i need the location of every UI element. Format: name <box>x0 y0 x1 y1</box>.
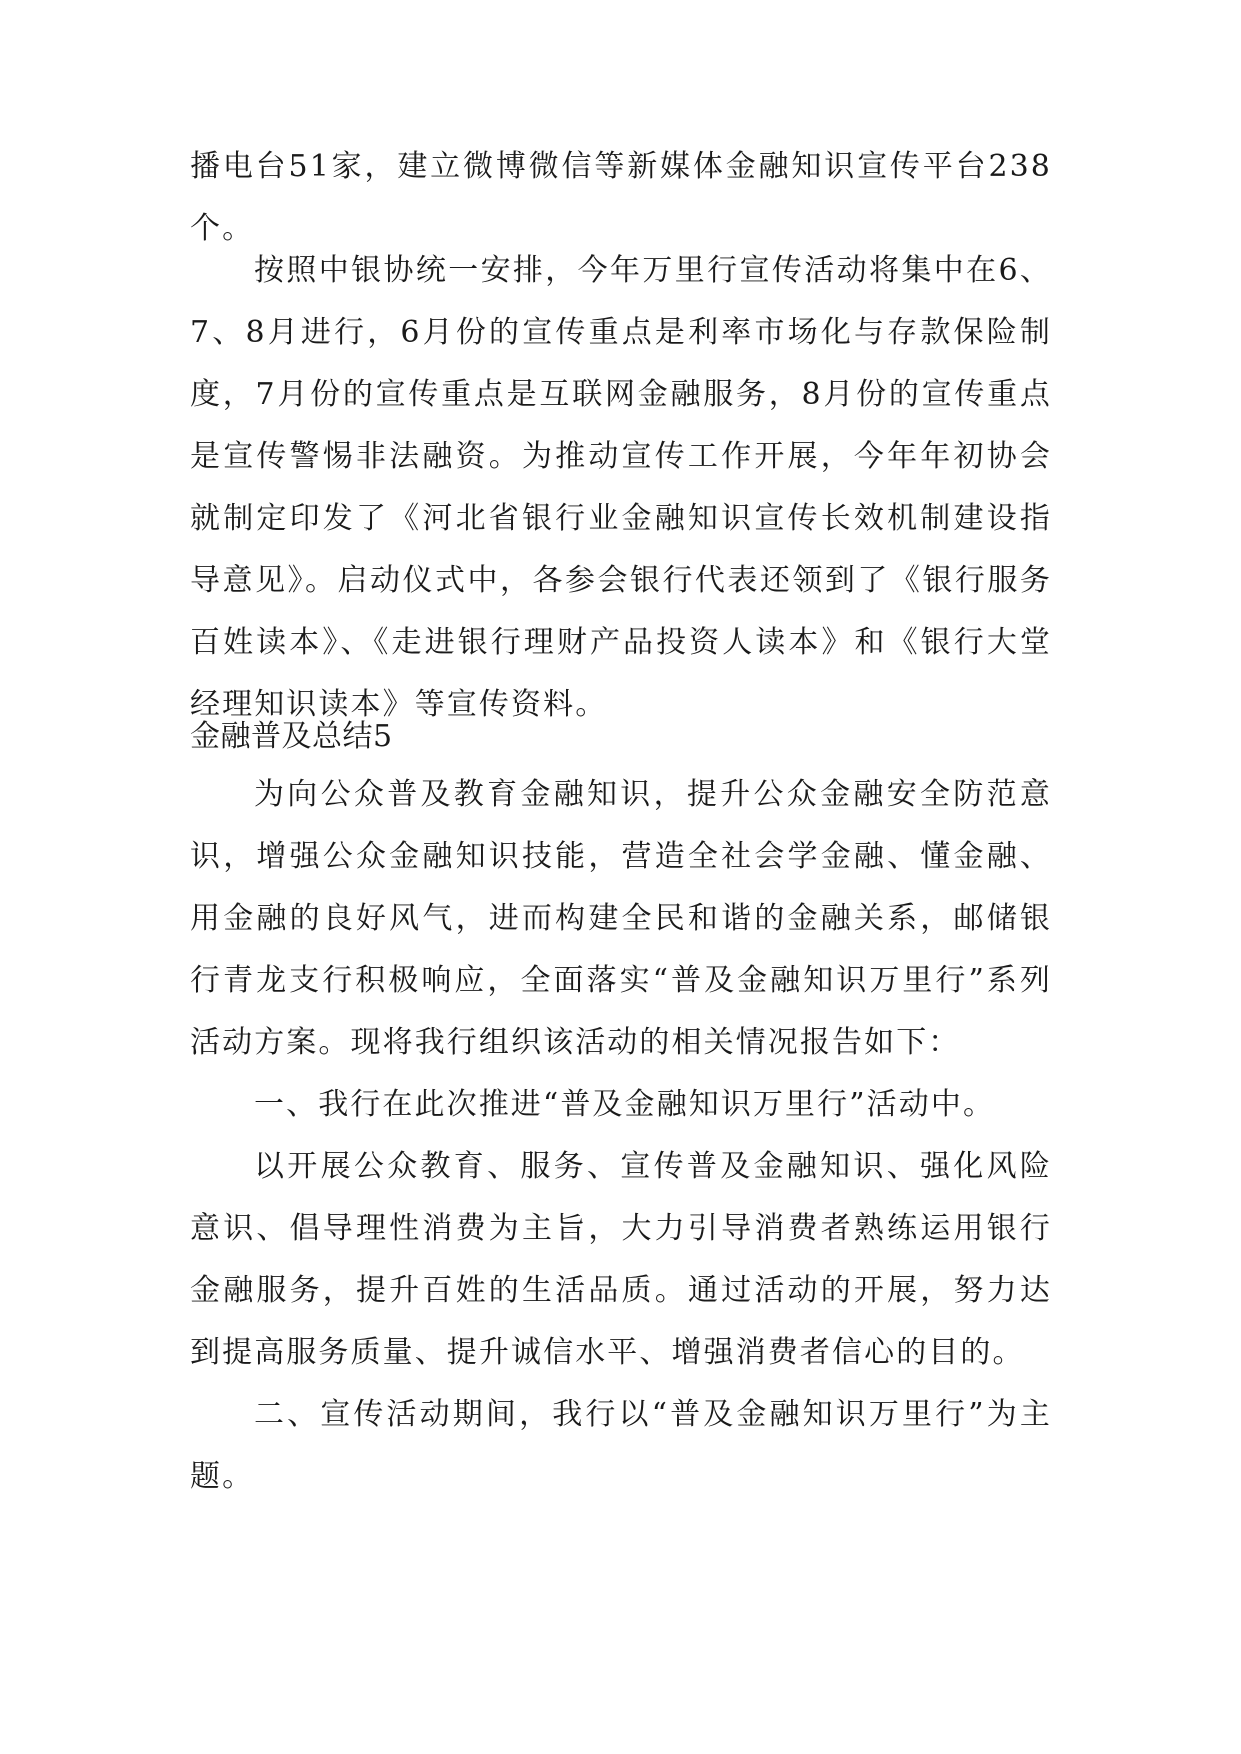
paragraph-item-two: 二、宣传活动期间，我行以“普及金融知识万里行”为主题。 <box>190 1397 1052 1494</box>
paragraph-intro: 为向公众普及教育金融知识，提升公众金融安全防范意识，增强公众金融知识技能，营造全社会学金融、懂金融、用金融的良好风气，进而构建全民和谐的金融关系，邮储银行青龙支行积极响应，全面落实“普及金融知识万里行”系列活动方案。现将我行组织该活动的相关情况报告如下： <box>190 777 1052 1060</box>
paragraph-campaign-schedule: 按照中银协统一安排，今年万里行宣传活动将集中在6、7、8月进行，6月份的宣传重点是利率市场化与存款保险制度，7月份的宣传重点是互联网金融服务，8月份的宣传重点是宣传警惕非法融资。为推动宣传工作开展，今年年初协会就制定印发了《河北省银行业金融知识宣传长效机制建设指导意见》。启动仪式中，各参会银行代表还领到了《银行服务百姓读本》、《走进银行理财产品投资人读本》和《银行大堂经理知识读本》等宣传资料。 <box>190 253 1052 722</box>
paragraph-activity-goal: 以开展公众教育、服务、宣传普及金融知识、强化风险意识、倡导理性消费为主旨，大力引导消费者熟练运用银行金融服务，提升百姓的生活品质。通过活动的开展，努力达到提高服务质量、提升诚信水平、增强消费者信心的目的。 <box>190 1149 1052 1370</box>
paragraph-media-platforms: 播电台51家，建立微博微信等新媒体金融知识宣传平台238个。 <box>190 149 1052 246</box>
section-heading: 金融普及总结5 <box>190 719 393 754</box>
paragraph-item-one: 一、我行在此次推进“普及金融知识万里行”活动中。 <box>254 1087 996 1122</box>
